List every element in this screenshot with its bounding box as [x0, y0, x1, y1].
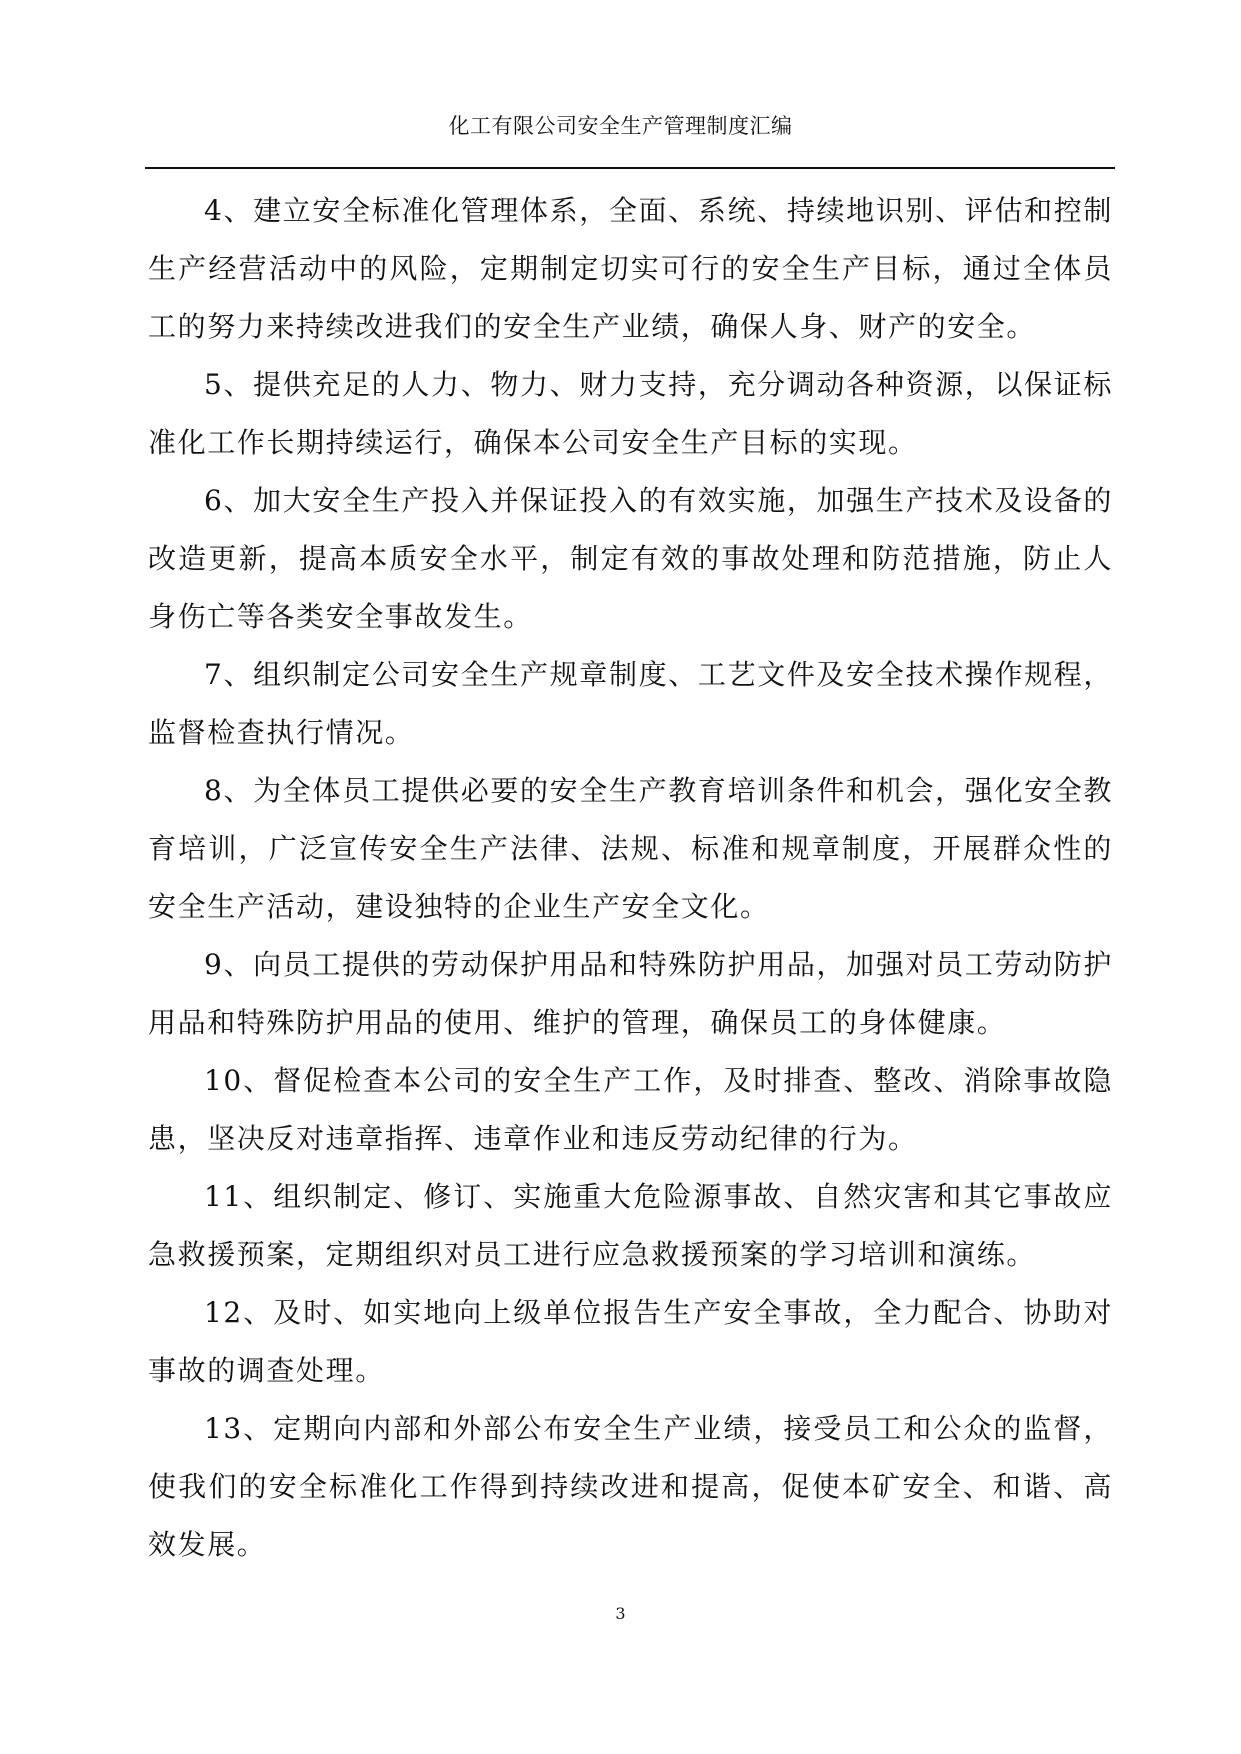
- paragraph-item-8: 8、为全体员工提供必要的安全生产教育培训条件和机会，强化安全教育培训，广泛宣传安全生产法律、法规、标准和规章制度，开展群众性的安全生产活动，建设独特的企业生产安全文化。: [148, 774, 1113, 923]
- paragraph-item-5: 5、提供充足的人力、物力、财力支持，充分调动各种资源，以保证标准化工作长期持续运行，确保本公司安全生产目标的实现。: [148, 368, 1113, 459]
- paragraph-item-6: 6、加大安全生产投入并保证投入的有效实施，加强生产技术及设备的改造更新，提高本质安全水平，制定有效的事故处理和防范措施，防止人身伤亡等各类安全事故发生。: [148, 484, 1113, 633]
- paragraph-item-7: 7、组织制定公司安全生产规章制度、工艺文件及安全技术操作规程，监督检查执行情况。: [148, 658, 1113, 749]
- paragraph-item-12: 12、及时、如实地向上级单位报告生产安全事故，全力配合、协助对事故的调查处理。: [148, 1296, 1113, 1387]
- paragraph-item-9: 9、向员工提供的劳动保护用品和特殊防护用品，加强对员工劳动防护用品和特殊防护用品的使用、维护的管理，确保员工的身体健康。: [148, 948, 1113, 1039]
- paragraph-item-11: 11、组织制定、修订、实施重大危险源事故、自然灾害和其它事故应急救援预案，定期组织对员工进行应急救援预案的学习培训和演练。: [148, 1180, 1113, 1271]
- paragraph-item-4: 4、建立安全标准化管理体系，全面、系统、持续地识别、评估和控制生产经营活动中的风险，定期制定切实可行的安全生产目标，通过全体员工的努力来持续改进我们的安全生产业绩，确保人身、财产的安全。: [148, 194, 1113, 343]
- document-body: [148, 182, 1113, 1574]
- paragraph-item-10: 10、督促检查本公司的安全生产工作，及时排查、整改、消除事故隐患，坚决反对违章指挥、违章作业和违反劳动纪律的行为。: [148, 1064, 1113, 1155]
- page-number: 3: [615, 1604, 626, 1623]
- header-divider: [145, 167, 1115, 169]
- page-header-title: 化工有限公司安全生产管理制度汇编: [448, 114, 793, 138]
- paragraph-item-13: 13、定期向内部和外部公布安全生产业绩，接受员工和公众的监督，使我们的安全标准化工作得到持续改进和提高，促使本矿安全、和谐、高效发展。: [148, 1412, 1113, 1561]
